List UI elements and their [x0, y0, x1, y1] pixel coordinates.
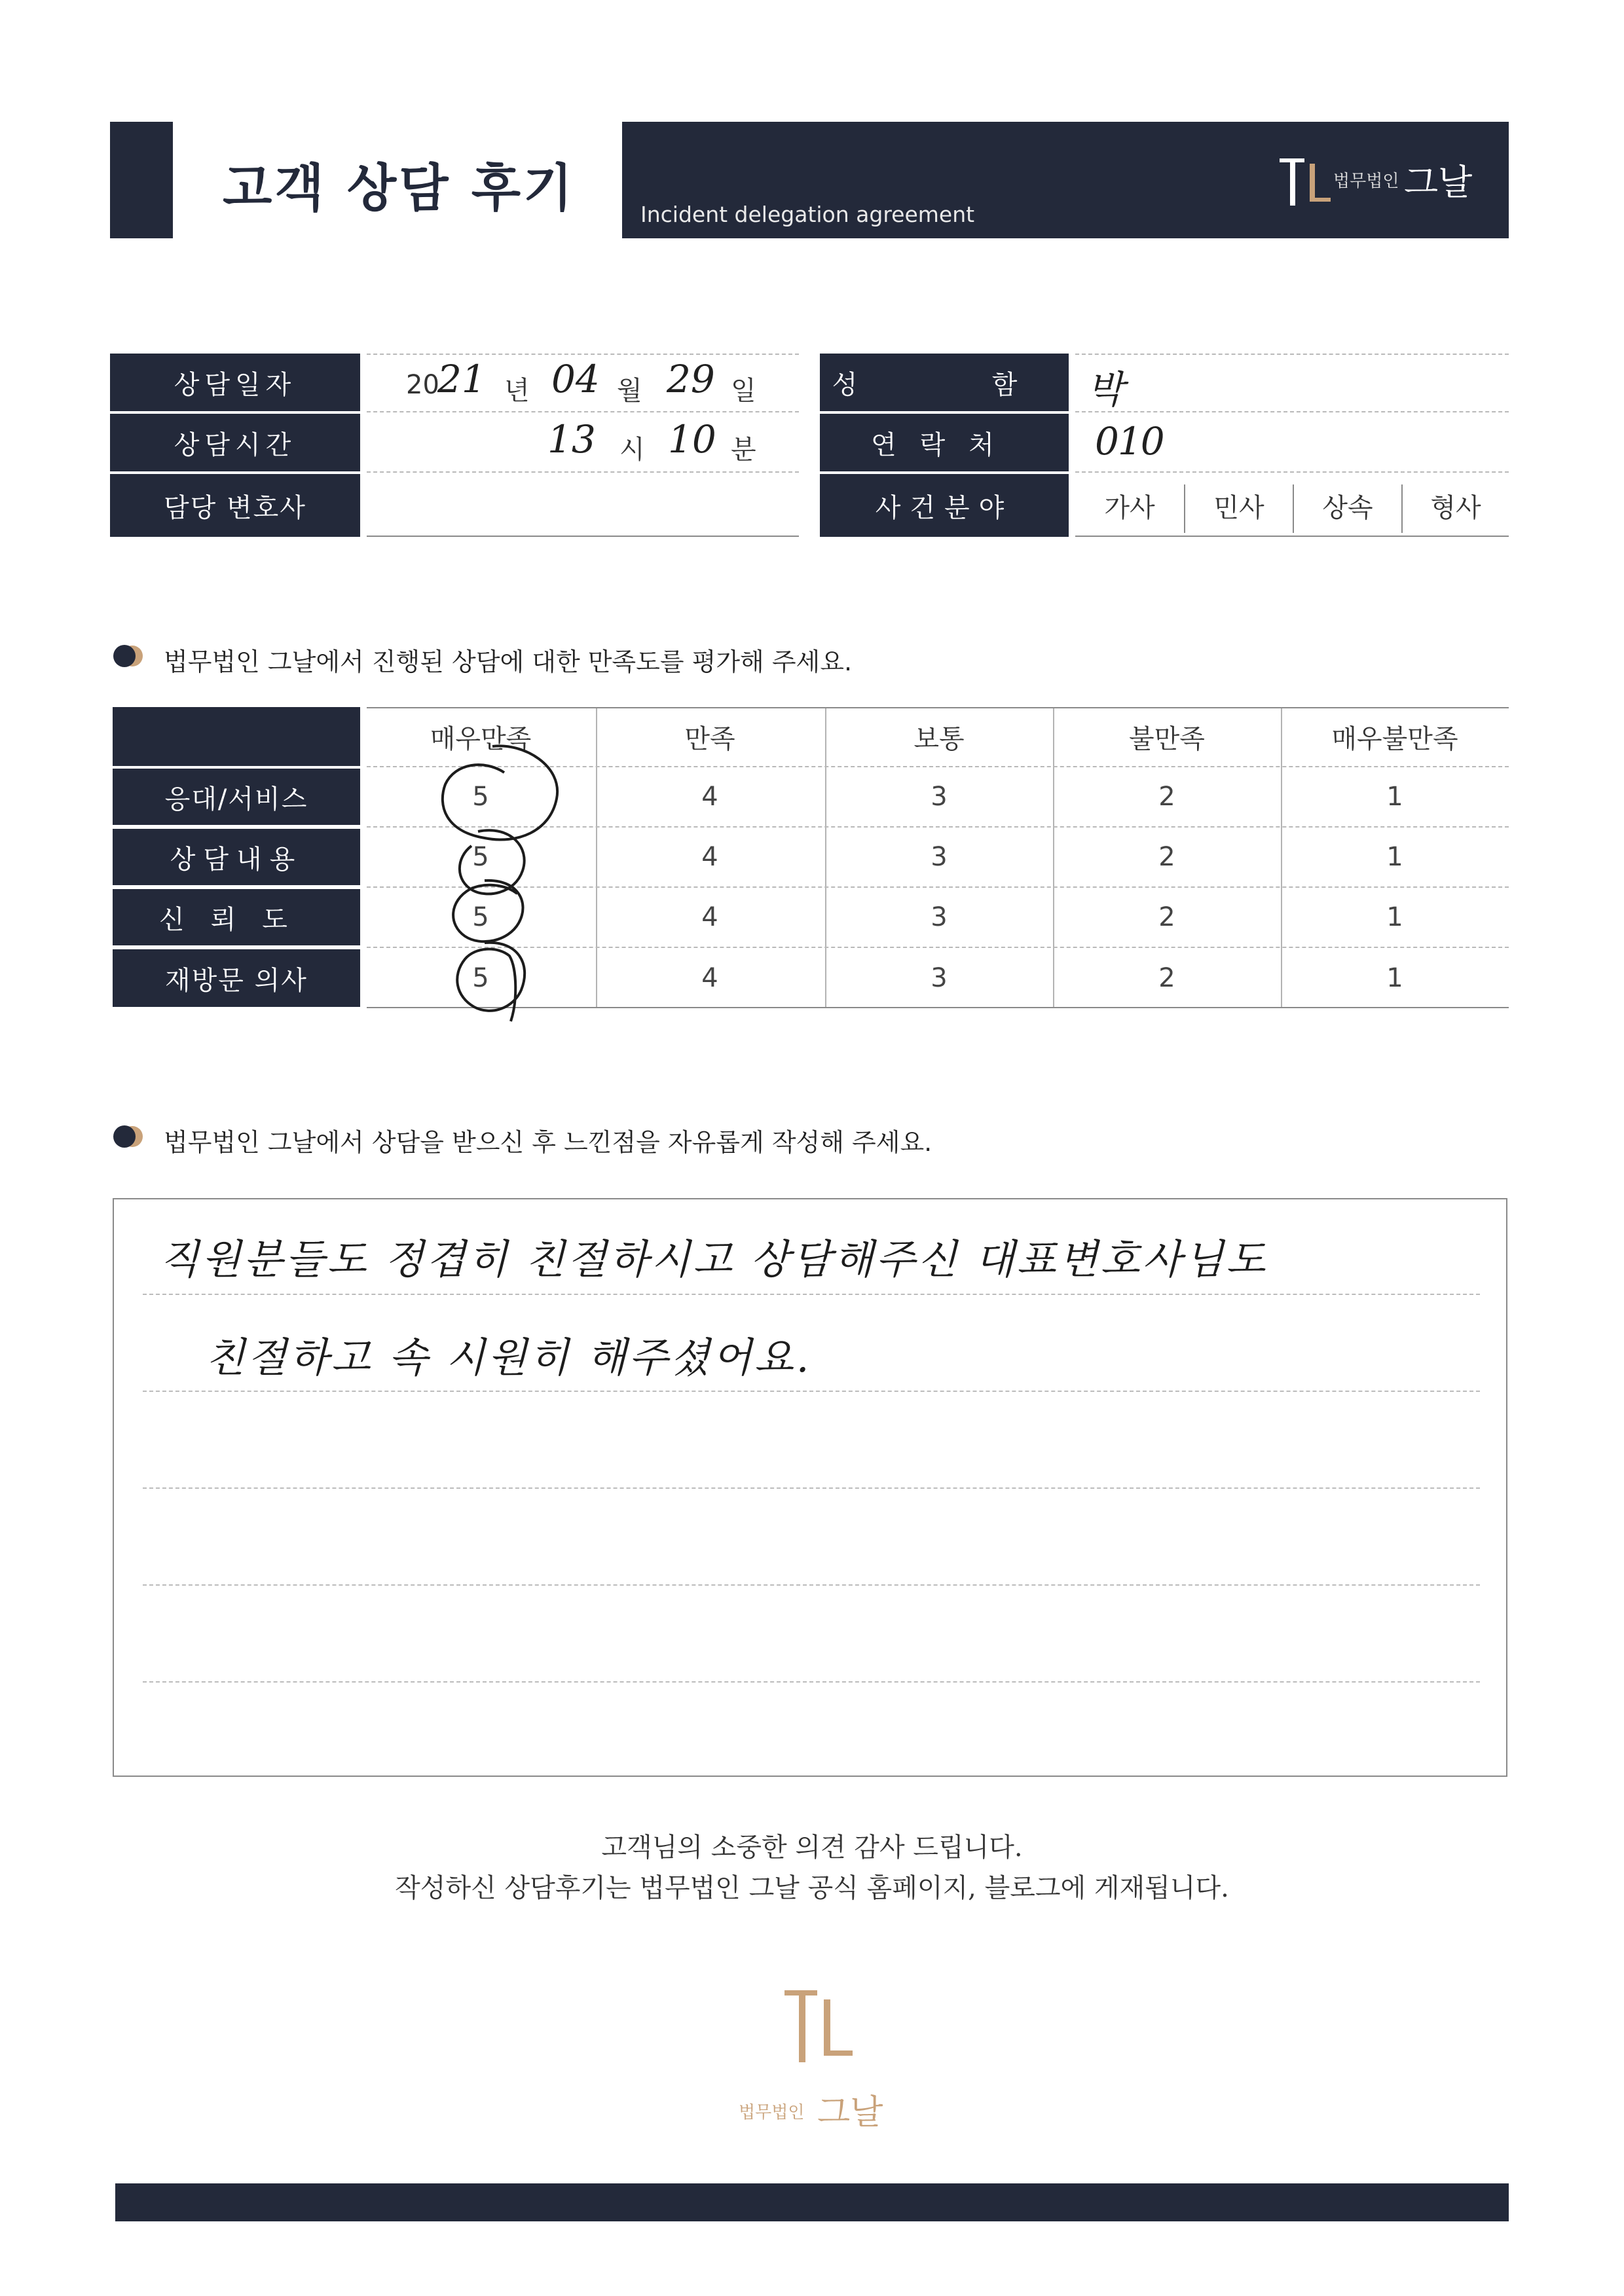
date-day-handwritten: 29 [667, 357, 715, 401]
score-content-5[interactable]: 5 [472, 842, 489, 872]
comment-question: 법무법인 그날에서 상담을 받으신 후 느낀점을 자유롭게 작성해 주세요. [164, 1128, 932, 1157]
hand-circle-marks [419, 733, 570, 1028]
score-revisit-1[interactable]: 1 [1386, 963, 1403, 993]
header-logo-prefix: 법무법인 [1333, 172, 1399, 191]
footer-band [115, 2183, 1509, 2221]
time-min-handwritten: 10 [668, 417, 716, 462]
consult-date-label: 상담일자 [110, 354, 360, 411]
time-min-unit: 분 [731, 435, 756, 465]
thanks-line-2: 작성하신 상담후기는 법무법인 그날 공식 홈페이지, 블로그에 게재됩니다. [395, 1873, 1229, 1903]
rating-header-corner [113, 707, 360, 766]
score-service-1[interactable]: 1 [1386, 782, 1403, 812]
time-hour-handwritten: 13 [547, 417, 596, 462]
score-trust-3[interactable]: 3 [931, 902, 948, 932]
date-year-handwritten: 21 [437, 357, 486, 401]
score-revisit-5[interactable]: 5 [472, 963, 489, 993]
header-accent-block [110, 122, 173, 238]
comment-box[interactable] [113, 1198, 1507, 1777]
row-label-service: 응대/서비스 [113, 769, 360, 825]
header-subtitle: Incident delegation agreement [640, 202, 975, 227]
firm-logo-icon [1276, 149, 1335, 215]
score-service-5[interactable]: 5 [472, 782, 489, 812]
contact-line [1075, 471, 1509, 473]
score-content-4[interactable]: 4 [701, 842, 718, 872]
col-dissatisfied: 불만족 [1129, 723, 1205, 754]
bullet-icon [111, 643, 145, 669]
lawyer-label: 담당 변호사 [110, 474, 360, 537]
contact-handwritten[interactable]: 010 [1095, 419, 1164, 464]
score-service-3[interactable]: 3 [931, 782, 948, 812]
contact-label: 연락처 [820, 414, 1069, 471]
thanks-line-1: 고객님의 소중한 의견 감사 드립니다. [601, 1832, 1023, 1863]
date-line [367, 411, 799, 412]
score-revisit-3[interactable]: 3 [931, 963, 948, 993]
score-content-2[interactable]: 2 [1158, 842, 1175, 872]
header-logo-name: 그날 [1404, 162, 1473, 203]
case-type-label: 사건분야 [820, 474, 1069, 537]
time-line [367, 471, 799, 473]
row-label-revisit: 재방문 의사 [113, 949, 360, 1007]
date-line-top [367, 354, 799, 355]
page-title: 고객 상담 후기 [223, 159, 576, 218]
comment-rule-5 [143, 1681, 1480, 1683]
score-service-2[interactable]: 2 [1158, 782, 1175, 812]
consult-date-value[interactable] [406, 357, 799, 409]
lawyer-line [367, 536, 799, 537]
comment-line-1: 직원분들도 정겹히 친절하시고 상담해주신 대표변호사님도 [160, 1235, 1268, 1283]
col-very-satisfied: 매우만족 [430, 723, 532, 754]
row-label-trust: 신뢰도 [113, 889, 360, 945]
row-label-content: 상담내용 [113, 829, 360, 885]
score-revisit-2[interactable]: 2 [1158, 963, 1175, 993]
comment-rule-3 [143, 1487, 1480, 1489]
name-label: 성 함 [820, 354, 1069, 411]
col-satisfied: 만족 [684, 723, 735, 754]
score-trust-5[interactable]: 5 [472, 902, 489, 932]
footer-logo-prefix: 법무법인 [739, 2103, 805, 2123]
date-year-prefix: 20 [406, 370, 439, 400]
name-handwritten[interactable]: 박 [1087, 367, 1124, 412]
case-line [1075, 536, 1509, 537]
comment-rule-4 [143, 1584, 1480, 1586]
footer-logo-name: 그날 [817, 2093, 883, 2132]
comment-rule-2 [143, 1391, 1480, 1392]
score-content-3[interactable]: 3 [931, 842, 948, 872]
time-hour-unit: 시 [619, 435, 645, 465]
score-trust-4[interactable]: 4 [701, 902, 718, 932]
case-option-family[interactable]: 가사 [1104, 492, 1155, 523]
case-option-inheritance[interactable]: 상속 [1322, 492, 1373, 523]
score-content-1[interactable]: 1 [1386, 842, 1403, 872]
score-trust-1[interactable]: 1 [1386, 902, 1403, 932]
case-option-criminal[interactable]: 형사 [1430, 492, 1481, 523]
col-very-dissatisfied: 매우불만족 [1331, 723, 1458, 754]
rating-question: 법무법인 그날에서 진행된 상담에 대한 만족도를 평가해 주세요. [164, 647, 853, 676]
score-revisit-4[interactable]: 4 [701, 963, 718, 993]
col-neutral: 보통 [913, 723, 965, 754]
comment-line-2: 친절하고 속 시원히 해주셨어요. [206, 1334, 812, 1381]
bullet-icon [111, 1123, 145, 1150]
consult-time-label: 상담시간 [110, 414, 360, 471]
consult-time-value[interactable] [406, 417, 799, 469]
score-service-4[interactable]: 4 [701, 782, 718, 812]
footer-logo-icon [779, 1977, 858, 2075]
name-line [1075, 411, 1509, 412]
date-month-handwritten: 04 [551, 357, 600, 401]
date-year-unit: 년 [504, 376, 530, 406]
name-line-top [1075, 354, 1509, 355]
comment-rule-1 [143, 1294, 1480, 1295]
date-month-unit: 월 [617, 376, 642, 406]
footer-logo [733, 1977, 904, 2134]
case-option-civil[interactable]: 민사 [1213, 492, 1264, 523]
date-day-unit: 일 [731, 376, 756, 406]
header-logo [1276, 149, 1472, 215]
score-trust-2[interactable]: 2 [1158, 902, 1175, 932]
lawyer-value[interactable] [367, 474, 799, 536]
